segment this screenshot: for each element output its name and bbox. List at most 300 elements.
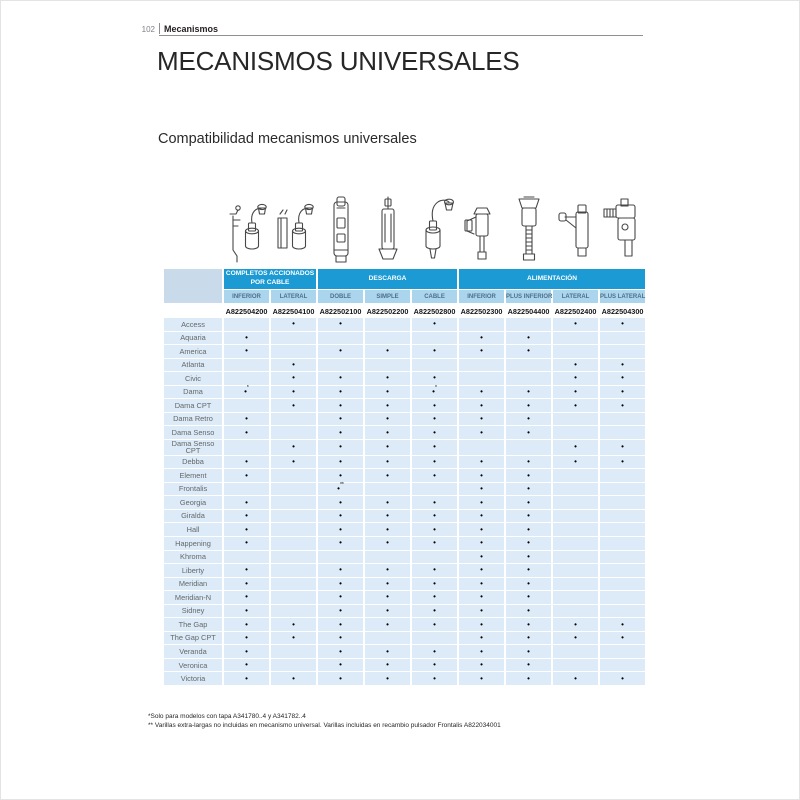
compatibility-dot: • bbox=[553, 456, 600, 470]
compatibility-dot: • bbox=[459, 605, 506, 619]
empty-cell bbox=[600, 496, 647, 510]
compatibility-dot: • bbox=[365, 591, 412, 605]
empty-cell bbox=[553, 496, 600, 510]
empty-cell bbox=[271, 591, 318, 605]
compatibility-dot: • bbox=[553, 386, 600, 400]
table-row bbox=[164, 469, 647, 483]
compatibility-dot: • bbox=[459, 632, 506, 646]
drawing-completo-cable-inferior bbox=[225, 194, 269, 266]
empty-cell bbox=[271, 510, 318, 524]
compatibility-dot: • bbox=[459, 496, 506, 510]
model-label: The Gap bbox=[164, 618, 224, 632]
compatibility-dot: • bbox=[224, 426, 271, 440]
model-label: Dama bbox=[164, 386, 224, 400]
compatibility-dot: • bbox=[553, 618, 600, 632]
table-row bbox=[164, 426, 647, 440]
empty-cell bbox=[553, 469, 600, 483]
drawing-alimentacion-lateral bbox=[554, 194, 598, 266]
compatibility-dot: • bbox=[412, 413, 459, 427]
compatibility-dot: • bbox=[459, 551, 506, 565]
model-label: Meridian-N bbox=[164, 591, 224, 605]
compatibility-dot: • bbox=[600, 386, 647, 400]
empty-cell bbox=[271, 483, 318, 497]
empty-cell bbox=[600, 483, 647, 497]
compatibility-dot: • bbox=[459, 564, 506, 578]
compatibility-dot: • bbox=[506, 345, 553, 359]
compatibility-dot: • bbox=[318, 672, 365, 686]
compatibility-dot: • bbox=[318, 426, 365, 440]
compatibility-dot: • bbox=[318, 659, 365, 673]
model-label: Aquaria bbox=[164, 332, 224, 346]
empty-cell bbox=[365, 332, 412, 346]
empty-cell bbox=[600, 510, 647, 524]
column-type: DOBLE bbox=[318, 290, 365, 304]
column-type: CABLE bbox=[412, 290, 459, 304]
column-type: PLUS INFERIOR bbox=[506, 290, 553, 304]
empty-cell bbox=[600, 413, 647, 427]
drawing-alimentacion-plus-lateral bbox=[601, 194, 645, 266]
column-type: INFERIOR bbox=[459, 290, 506, 304]
compatibility-dot: • bbox=[412, 564, 459, 578]
compatibility-dot: • bbox=[459, 332, 506, 346]
empty-cell bbox=[271, 551, 318, 565]
compatibility-dot: • bbox=[412, 605, 459, 619]
model-label: Access bbox=[164, 318, 224, 332]
empty-cell bbox=[600, 591, 647, 605]
compatibility-dot: • bbox=[271, 386, 318, 400]
column-type: LATERAL bbox=[553, 290, 600, 304]
empty-cell bbox=[553, 659, 600, 673]
compatibility-dot: • bbox=[459, 456, 506, 470]
compatibility-dot: • bbox=[318, 318, 365, 332]
empty-cell bbox=[600, 659, 647, 673]
drawing-descarga-doble bbox=[319, 194, 363, 266]
compatibility-dot: • bbox=[412, 426, 459, 440]
compatibility-dot: • bbox=[459, 345, 506, 359]
compatibility-dot: •* bbox=[412, 386, 459, 400]
compatibility-dot: • bbox=[506, 564, 553, 578]
empty-cell bbox=[459, 440, 506, 456]
table-row bbox=[164, 399, 647, 413]
table-row bbox=[164, 456, 647, 470]
model-label: Civic bbox=[164, 372, 224, 386]
table-corner-cell bbox=[164, 269, 224, 304]
model-label: Frontalis bbox=[164, 483, 224, 497]
compatibility-dot: • bbox=[506, 332, 553, 346]
page-title: MECANISMOS UNIVERSALES bbox=[157, 46, 520, 76]
compatibility-dot: • bbox=[224, 496, 271, 510]
compatibility-dot: • bbox=[506, 578, 553, 592]
empty-cell bbox=[271, 426, 318, 440]
compatibility-dot: • bbox=[459, 672, 506, 686]
compatibility-dot: • bbox=[459, 578, 506, 592]
empty-cell bbox=[600, 523, 647, 537]
compatibility-dot: • bbox=[365, 672, 412, 686]
compatibility-dot: • bbox=[412, 645, 459, 659]
compatibility-dot: • bbox=[224, 645, 271, 659]
compatibility-dot: • bbox=[600, 456, 647, 470]
compatibility-dot: • bbox=[318, 372, 365, 386]
empty-cell bbox=[271, 345, 318, 359]
compatibility-dot: • bbox=[412, 537, 459, 551]
page-subtitle: Compatibilidad mecanismos universales bbox=[158, 131, 417, 147]
compatibility-dot: • bbox=[506, 386, 553, 400]
column-code: A822502800 bbox=[412, 304, 459, 318]
compatibility-dot: • bbox=[318, 605, 365, 619]
empty-cell bbox=[459, 318, 506, 332]
compatibility-dot: • bbox=[318, 386, 365, 400]
empty-cell bbox=[224, 318, 271, 332]
compatibility-dot: • bbox=[318, 645, 365, 659]
model-label: America bbox=[164, 345, 224, 359]
empty-cell bbox=[553, 483, 600, 497]
compatibility-dot: • bbox=[553, 632, 600, 646]
empty-cell bbox=[553, 426, 600, 440]
empty-cell bbox=[553, 413, 600, 427]
compatibility-dot: • bbox=[459, 523, 506, 537]
compatibility-dot: • bbox=[553, 672, 600, 686]
empty-cell bbox=[271, 659, 318, 673]
empty-cell bbox=[271, 332, 318, 346]
group-header-alimentacion: ALIMENTACIÓN bbox=[459, 269, 647, 290]
model-label: Veranda bbox=[164, 645, 224, 659]
compatibility-dot: • bbox=[224, 672, 271, 686]
compatibility-dot: • bbox=[271, 456, 318, 470]
compatibility-dot: • bbox=[412, 345, 459, 359]
table-row bbox=[164, 645, 647, 659]
compatibility-dot: • bbox=[412, 591, 459, 605]
drawing-completo-cable-lateral bbox=[272, 194, 316, 266]
compatibility-dot: • bbox=[365, 345, 412, 359]
compatibility-dot: • bbox=[224, 345, 271, 359]
group-header-completos: COMPLETOS ACCIONADOS POR CABLE bbox=[224, 269, 318, 290]
compatibility-dot: • bbox=[224, 523, 271, 537]
empty-cell bbox=[224, 551, 271, 565]
table-row bbox=[164, 345, 647, 359]
page-number: 102 bbox=[141, 25, 155, 34]
compatibility-dot: • bbox=[412, 440, 459, 456]
compatibility-dot: • bbox=[506, 605, 553, 619]
compatibility-dot: • bbox=[224, 632, 271, 646]
empty-cell bbox=[271, 578, 318, 592]
header-divider bbox=[159, 23, 160, 34]
empty-cell bbox=[224, 483, 271, 497]
empty-cell bbox=[318, 332, 365, 346]
compatibility-dot: • bbox=[506, 399, 553, 413]
empty-cell bbox=[506, 359, 553, 373]
compatibility-dot: • bbox=[600, 618, 647, 632]
compatibility-dot: • bbox=[459, 645, 506, 659]
compatibility-table bbox=[164, 269, 647, 686]
compatibility-dot: • bbox=[506, 645, 553, 659]
empty-cell bbox=[365, 318, 412, 332]
table-row bbox=[164, 413, 647, 427]
compatibility-dot: • bbox=[553, 440, 600, 456]
compatibility-dot: • bbox=[412, 456, 459, 470]
compatibility-dot: • bbox=[600, 632, 647, 646]
compatibility-dot: • bbox=[271, 399, 318, 413]
compatibility-dot: • bbox=[365, 523, 412, 537]
compatibility-dot: • bbox=[506, 469, 553, 483]
compatibility-dot: • bbox=[459, 618, 506, 632]
empty-cell bbox=[271, 469, 318, 483]
compatibility-dot: • bbox=[365, 510, 412, 524]
model-label: Dama Retro bbox=[164, 413, 224, 427]
compatibility-dot: • bbox=[459, 413, 506, 427]
compatibility-dot: • bbox=[271, 632, 318, 646]
compatibility-dot: • bbox=[412, 318, 459, 332]
empty-cell bbox=[224, 359, 271, 373]
model-label: Khroma bbox=[164, 551, 224, 565]
compatibility-dot: • bbox=[412, 372, 459, 386]
empty-cell bbox=[224, 399, 271, 413]
column-code: A822502300 bbox=[459, 304, 506, 318]
compatibility-dot: • bbox=[365, 645, 412, 659]
empty-cell bbox=[553, 564, 600, 578]
empty-cell bbox=[271, 413, 318, 427]
compatibility-dot: • bbox=[600, 372, 647, 386]
table-row bbox=[164, 372, 647, 386]
compatibility-dot: • bbox=[459, 386, 506, 400]
empty-cell bbox=[459, 372, 506, 386]
compatibility-dot: • bbox=[600, 440, 647, 456]
compatibility-dot: • bbox=[506, 523, 553, 537]
compatibility-dot: • bbox=[412, 510, 459, 524]
compatibility-dot: • bbox=[318, 399, 365, 413]
table-row bbox=[164, 578, 647, 592]
empty-cell bbox=[553, 537, 600, 551]
compatibility-dot: • bbox=[271, 672, 318, 686]
compatibility-dot: • bbox=[365, 618, 412, 632]
empty-cell bbox=[459, 359, 506, 373]
empty-cell bbox=[600, 426, 647, 440]
compatibility-dot: • bbox=[318, 591, 365, 605]
compatibility-dot: • bbox=[318, 345, 365, 359]
compatibility-dot: • bbox=[553, 359, 600, 373]
model-label: Dama Senso CPT bbox=[164, 440, 224, 456]
compatibility-dot: • bbox=[506, 551, 553, 565]
table-row bbox=[164, 632, 647, 646]
compatibility-dot: • bbox=[365, 413, 412, 427]
model-label: Giralda bbox=[164, 510, 224, 524]
compatibility-dot: • bbox=[412, 469, 459, 483]
footnote-1: *Solo para modelos con tapa A341780..4 y A341782..4 bbox=[148, 713, 306, 720]
compatibility-dot: • bbox=[506, 496, 553, 510]
compatibility-dot: •* bbox=[224, 386, 271, 400]
compatibility-dot: • bbox=[318, 578, 365, 592]
compatibility-dot: • bbox=[412, 578, 459, 592]
table-row bbox=[164, 332, 647, 346]
empty-cell bbox=[553, 551, 600, 565]
compatibility-dot: • bbox=[365, 659, 412, 673]
compatibility-dot: • bbox=[318, 510, 365, 524]
compatibility-dot: • bbox=[553, 318, 600, 332]
compatibility-dot: • bbox=[412, 618, 459, 632]
compatibility-dot: • bbox=[271, 618, 318, 632]
empty-cell bbox=[412, 551, 459, 565]
empty-cell bbox=[600, 564, 647, 578]
table-row bbox=[164, 359, 647, 373]
empty-cell bbox=[553, 345, 600, 359]
compatibility-dot: • bbox=[506, 413, 553, 427]
compatibility-dot: • bbox=[271, 359, 318, 373]
compatibility-dot: • bbox=[318, 456, 365, 470]
table-row bbox=[164, 523, 647, 537]
compatibility-dot: • bbox=[506, 426, 553, 440]
section-label: Mecanismos bbox=[164, 24, 219, 34]
compatibility-dot: • bbox=[506, 659, 553, 673]
compatibility-dot: • bbox=[553, 372, 600, 386]
empty-cell bbox=[365, 632, 412, 646]
compatibility-dot: • bbox=[506, 618, 553, 632]
empty-cell bbox=[365, 483, 412, 497]
compatibility-dot: • bbox=[365, 605, 412, 619]
code-row-corner bbox=[164, 304, 224, 318]
compatibility-dot: • bbox=[365, 372, 412, 386]
compatibility-dot: • bbox=[506, 510, 553, 524]
compatibility-dot: • bbox=[365, 426, 412, 440]
empty-cell bbox=[412, 332, 459, 346]
model-label: Element bbox=[164, 469, 224, 483]
table-row bbox=[164, 386, 647, 400]
model-label: Debba bbox=[164, 456, 224, 470]
empty-cell bbox=[271, 645, 318, 659]
compatibility-dot: • bbox=[506, 483, 553, 497]
compatibility-dot: • bbox=[459, 659, 506, 673]
empty-cell bbox=[271, 496, 318, 510]
compatibility-body bbox=[164, 318, 647, 686]
empty-cell bbox=[600, 332, 647, 346]
compatibility-dot: • bbox=[224, 537, 271, 551]
compatibility-dot: • bbox=[224, 659, 271, 673]
compatibility-dot: • bbox=[412, 659, 459, 673]
empty-cell bbox=[224, 372, 271, 386]
empty-cell bbox=[271, 605, 318, 619]
table-row bbox=[164, 591, 647, 605]
empty-cell bbox=[600, 469, 647, 483]
compatibility-dot: • bbox=[365, 386, 412, 400]
compatibility-dot: • bbox=[271, 318, 318, 332]
empty-cell bbox=[600, 605, 647, 619]
compatibility-dot: • bbox=[365, 537, 412, 551]
drawing-descarga-cable bbox=[413, 194, 457, 266]
compatibility-dot: • bbox=[318, 618, 365, 632]
column-type: LATERAL bbox=[271, 290, 318, 304]
model-label: Georgia bbox=[164, 496, 224, 510]
compatibility-dot: • bbox=[224, 510, 271, 524]
compatibility-dot: • bbox=[271, 440, 318, 456]
table-row bbox=[164, 440, 647, 456]
table-row bbox=[164, 318, 647, 332]
empty-cell bbox=[318, 551, 365, 565]
model-label: Happening bbox=[164, 537, 224, 551]
column-code: A822504200 bbox=[224, 304, 271, 318]
compatibility-dot: • bbox=[553, 399, 600, 413]
compatibility-dot: • bbox=[365, 578, 412, 592]
model-label: Meridian bbox=[164, 578, 224, 592]
empty-cell bbox=[412, 483, 459, 497]
table-row bbox=[164, 605, 647, 619]
table-row bbox=[164, 564, 647, 578]
empty-cell bbox=[553, 510, 600, 524]
empty-cell bbox=[271, 537, 318, 551]
model-label: The Gap CPT bbox=[164, 632, 224, 646]
compatibility-dot: • bbox=[224, 456, 271, 470]
drawing-descarga-simple bbox=[366, 194, 410, 266]
compatibility-dot: • bbox=[600, 359, 647, 373]
compatibility-dot: • bbox=[271, 372, 318, 386]
compatibility-dot: • bbox=[412, 523, 459, 537]
model-label: Dama CPT bbox=[164, 399, 224, 413]
compatibility-dot: • bbox=[318, 523, 365, 537]
empty-cell bbox=[506, 440, 553, 456]
model-label: Sidney bbox=[164, 605, 224, 619]
compatibility-dot: • bbox=[459, 469, 506, 483]
compatibility-dot: • bbox=[506, 456, 553, 470]
compatibility-dot: • bbox=[600, 399, 647, 413]
empty-cell bbox=[506, 372, 553, 386]
compatibility-dot: • bbox=[365, 440, 412, 456]
compatibility-dot: • bbox=[224, 605, 271, 619]
compatibility-dot: • bbox=[459, 483, 506, 497]
empty-cell bbox=[412, 632, 459, 646]
model-label: Hall bbox=[164, 523, 224, 537]
column-code: A822504400 bbox=[506, 304, 553, 318]
table-row bbox=[164, 537, 647, 551]
compatibility-dot: • bbox=[600, 318, 647, 332]
table-row bbox=[164, 496, 647, 510]
compatibility-dot: • bbox=[318, 440, 365, 456]
empty-cell bbox=[506, 318, 553, 332]
column-code: A822502200 bbox=[365, 304, 412, 318]
table-row bbox=[164, 510, 647, 524]
compatibility-dot: • bbox=[365, 469, 412, 483]
table-row bbox=[164, 483, 647, 497]
compatibility-dot: • bbox=[224, 413, 271, 427]
header-rule bbox=[159, 35, 643, 36]
column-code: A822502400 bbox=[553, 304, 600, 318]
model-label: Veronica bbox=[164, 659, 224, 673]
footnote-2: ** Varillas extra-largas no incluidas en mecanismo universal. Varillas incluidas en recambio pulsador Frontalis A822034001 bbox=[148, 722, 501, 730]
empty-cell bbox=[224, 440, 271, 456]
empty-cell bbox=[600, 645, 647, 659]
empty-cell bbox=[553, 645, 600, 659]
compatibility-dot: • bbox=[224, 332, 271, 346]
compatibility-dot: • bbox=[224, 469, 271, 483]
compatibility-dot: • bbox=[365, 399, 412, 413]
empty-cell bbox=[553, 523, 600, 537]
compatibility-dot: • bbox=[412, 496, 459, 510]
empty-cell bbox=[600, 551, 647, 565]
empty-cell bbox=[365, 551, 412, 565]
table-row bbox=[164, 618, 647, 632]
column-type: PLUS LATERAL bbox=[600, 290, 647, 304]
empty-cell bbox=[412, 359, 459, 373]
compatibility-dot: •** bbox=[318, 483, 365, 497]
table-row bbox=[164, 551, 647, 565]
compatibility-dot: • bbox=[412, 399, 459, 413]
compatibility-dot: • bbox=[459, 537, 506, 551]
compatibility-dot: • bbox=[318, 469, 365, 483]
column-type: INFERIOR bbox=[224, 290, 271, 304]
compatibility-dot: • bbox=[224, 564, 271, 578]
empty-cell bbox=[553, 332, 600, 346]
table-row bbox=[164, 672, 647, 686]
compatibility-dot: • bbox=[365, 564, 412, 578]
compatibility-dot: • bbox=[459, 399, 506, 413]
compatibility-dot: • bbox=[318, 564, 365, 578]
empty-cell bbox=[318, 359, 365, 373]
